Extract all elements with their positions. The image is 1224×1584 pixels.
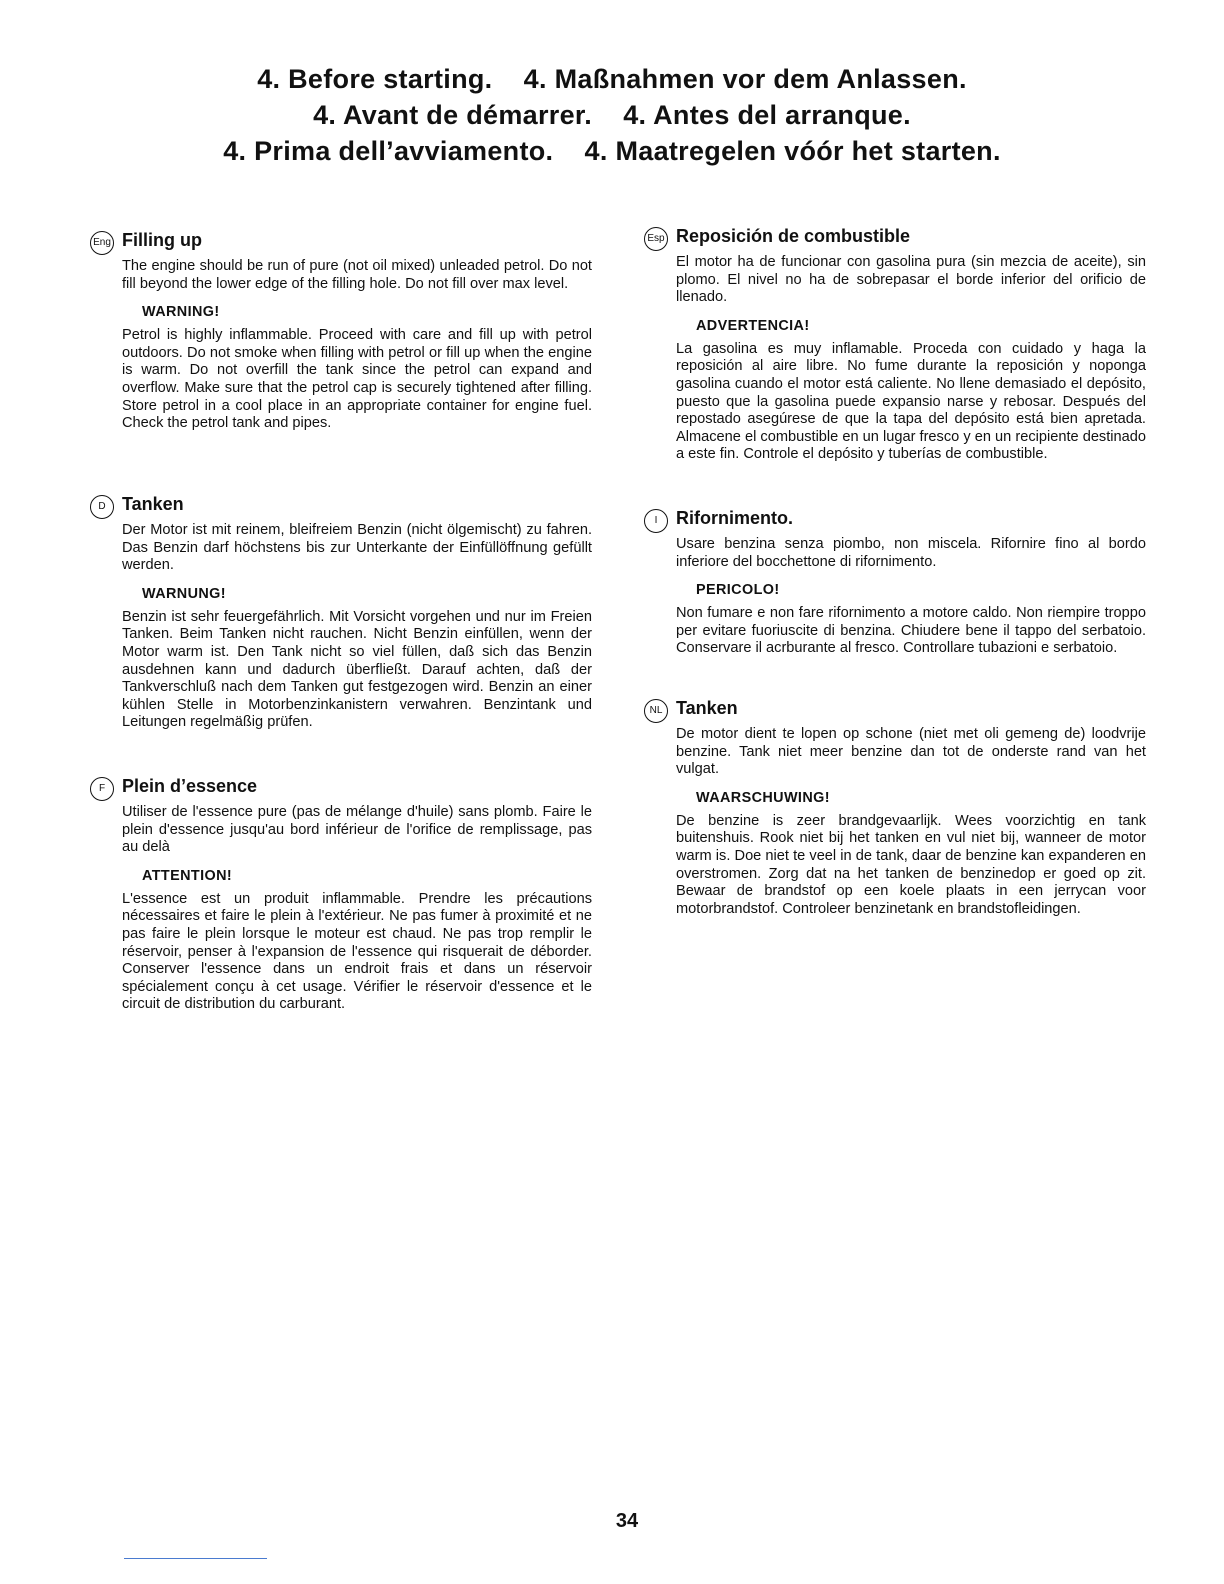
- english-heading: Filling up: [122, 230, 202, 250]
- section-german: [98, 494, 592, 732]
- spanish-warning-label: ADVERTENCIA!: [696, 317, 810, 334]
- section-spanish: [647, 226, 1146, 464]
- english-warning: Petrol is highly inflammable. Proceed with care and fill up with petrol outdoors. Do not smoke when filling with petrol or fill up when the engine is warm. Do not overfill the tank since the petrol can expand and overflow. Make sure that the petrol cap is securely tightened after filling. Store petrol in a cool place in an appropriate container for engine fuel. Check the petrol tank and pipes.: [122, 327, 592, 432]
- dutch-heading: Tanken: [676, 698, 738, 718]
- title-line-3: 4. Prima dell’avviamento. 4. Maatregelen vóór het starten.: [223, 136, 1001, 166]
- french-warning-label: ATTENTION!: [142, 867, 233, 884]
- section-english: [93, 230, 592, 433]
- dutch-language-icon: NL: [644, 699, 668, 723]
- italian-warning: Non fumare e non fare rifornimento a motore caldo. Non riempire troppo per evitare fuoriuscite di benzina. Chiudere bene il tappo del serbatoio. Conservare il acrburante al fresco. Controllare tubazioni e serbatoio.: [676, 605, 1146, 657]
- french-warning: L'essence est un produit inflammable. Prendre les précautions nécessaires et faire le plein à l'extérieur. Ne pas fumer à proximité et ne pas faire le plein lorsque le moteur est chaud. Ne pas trop remplir le réservoir, penser à l'expansion de l'essence qui risquerait de déborder. Conserver l'essence dans un endroit frais et dans un réservoir spécialement conçu à cet usage. Vérifier le réservoir d'essence et le circuit de distribution du carburant.: [122, 890, 592, 1013]
- page-number: 34: [615, 1510, 639, 1532]
- italian-body: Usare benzina senza piombo, non miscela. Rifornire fino al bordo inferiore del bocchettone di rifornimento.: [676, 536, 1146, 570]
- title-line-2: 4. Avant de démarrer. 4. Antes del arranque.: [313, 100, 911, 130]
- italian-warning-label: PERICOLO!: [696, 582, 780, 599]
- english-body: The engine should be run of pure (not oil mixed) unleaded petrol. Do not fill beyond the lower edge of the filling hole. Do not fill over max level.: [122, 258, 592, 292]
- french-heading: Plein d’essence: [122, 776, 258, 796]
- spanish-warning: La gasolina es muy inflamable. Proceda con cuidado y haga la reposición al aire libre. No fume durante la reposición y noponga gasolina cuando el motor está caliente. No llene demasiado el depósito, puesto que la gasolina puede expansio narse y rebosar. Después del repostado asegúrese de que la tapa del depósito está bien apretada. Almacene el combustible en un lugar fresco y en un recipiente destinado a este fin. Controle el depósito y tuberías de combustible.: [676, 340, 1146, 463]
- italian-language-icon: I: [644, 509, 668, 533]
- section-french: [98, 776, 592, 1014]
- title-line-1: 4. Before starting. 4. Maßnahmen vor dem Anlassen.: [257, 64, 967, 94]
- german-warning-label: WARNUNG!: [142, 585, 226, 602]
- dutch-body: De motor dient te lopen op schone (niet met oli gemeng de) loodvrije benzine. Tank niet meer benzine dan tot de onderste rand van het vulgat.: [676, 726, 1146, 778]
- spanish-heading: Reposición de combustible: [676, 226, 911, 246]
- dutch-warning-label: WAARSCHUWING!: [696, 789, 830, 806]
- german-warning: Benzin ist sehr feuergefährlich. Mit Vorsicht vorgehen und nur im Freien Tanken. Beim Tanken nicht rauchen. Nicht Benzin einfüllen, wenn der Motor warm ist. Den Tank nicht so viel füllen, daß sich das Benzin ausdehnen kann und dadurch überfließt. Darauf achten, daß der Tankverschluß nach dem Tanken gut festgezogen wird. Benzin an einer kühlen Stelle in Motorbenzinkanistern verwahren. Benzintank und Leitungen regelmäßig prüfen.: [122, 608, 592, 731]
- french-language-icon: F: [90, 777, 114, 801]
- english-language-icon: Eng: [90, 231, 114, 255]
- dutch-warning: De benzine is zeer brandgevaarlijk. Wees voorzichtig en tank buitenshuis. Rook niet bij het tanken en vul niet bij, wanneer de motor warm is. Doe niet te veel in de tank, daar de benzine kan expanderen en overstromen. Zorg dat na het tanken de benzinedop er goed op zit. Bewaar de brandstof op een koele plaats in een jerrycan voor motorbrandstof. Controleer benzinetank en brandstofleidingen.: [676, 812, 1146, 917]
- german-language-icon: D: [90, 495, 114, 519]
- spanish-body: El motor ha de funcionar con gasolina pura (sin mezcia de aceite), sin plomo. El nivel no ha de sobrepasar el borde inferior del orificio de llenado.: [676, 254, 1146, 306]
- section-dutch: [649, 698, 1146, 918]
- spanish-language-icon: Esp: [644, 227, 668, 251]
- section-italian: [654, 508, 1146, 658]
- english-warning-label: WARNING!: [142, 304, 220, 321]
- german-body: Der Motor ist mit reinem, bleifreiem Benzin (nicht ölgemischt) zu fahren. Das Benzin darf höchstens bis zur Unterkante der Einfüllöffnung gefüllt werden.: [122, 522, 592, 574]
- french-body: Utiliser de l'essence pure (pas de mélange d'huile) sans plomb. Faire le plein d'essence jusqu'au bord inférieur de l'orifice de remplissage, pas au delà: [122, 804, 592, 856]
- footer-divider: [124, 1558, 267, 1559]
- german-heading: Tanken: [122, 494, 184, 514]
- italian-heading: Rifornimento.: [676, 508, 793, 528]
